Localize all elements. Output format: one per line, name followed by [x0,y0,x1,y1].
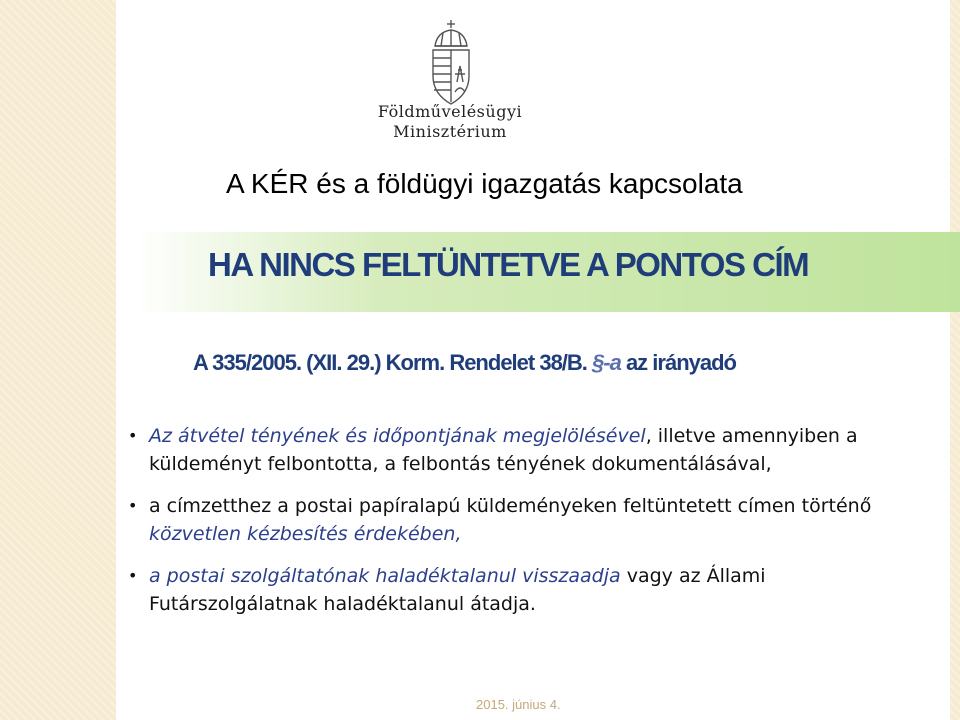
coat-of-arms-logo [425,18,477,110]
bullet-list [128,422,928,618]
bullet-item [128,562,928,618]
bullet-item [128,422,928,478]
bullet-dot-icon: • [128,566,138,585]
regulation-reference [193,350,736,376]
bullet-highlight: Az átvétel tényének és időpontjának megjelölésével [149,425,646,447]
bullet-text: a címzetthez a postai papíralapú küldeményeken feltüntetett címen történő [149,495,872,517]
bullet-highlight: a postai szolgáltatónak haladéktalanul visszaadja [149,565,621,587]
regulation-rest: az irányadó [620,350,736,375]
regulation-section-sign: §-a [592,350,621,375]
regulation-main: A 335/2005. (XII. 29.) Korm. Rendelet 38/B. [193,350,593,375]
bullet-dot-icon: • [128,496,138,515]
footer-date: 2015. június 4. [476,697,561,712]
right-decorative-strip [950,0,960,720]
bullet-highlight: közvetlen kézbesítés érdekében, [149,523,462,545]
bullet-text: vagy az Állami Futárszolgálatnak haladéktalanul átadja. [149,565,766,615]
bullet-item [128,492,928,548]
ministry-name-line2: Minisztérium [393,122,507,141]
bullet-dot-icon: • [128,426,138,445]
left-decorative-strip [0,0,116,720]
ministry-name [350,102,550,142]
slide-title: A KÉR és a földügyi igazgatás kapcsolata [226,168,743,199]
bullet-text: , illetve amennyiben a küldeményt felbontotta, a felbontás tényének dokumentálásával, [149,425,858,475]
section-heading: HA NINCS FELTÜNTETVE A PONTOS CÍM [208,246,809,283]
ministry-name-line1: Földművelésügyi [377,102,523,121]
